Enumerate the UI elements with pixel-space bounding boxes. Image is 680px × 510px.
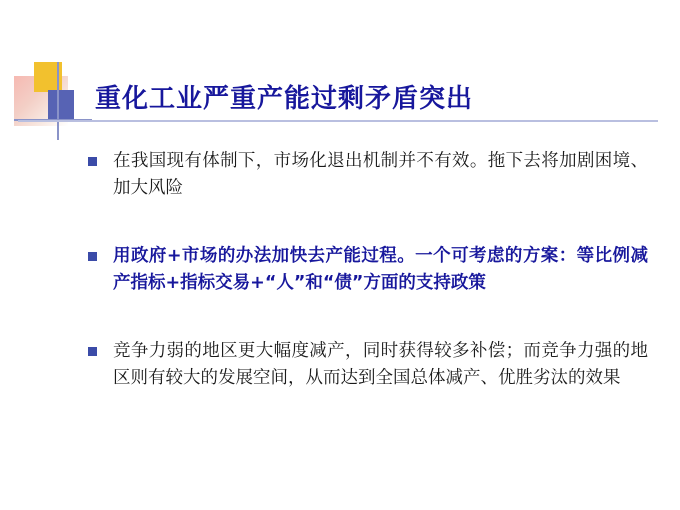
bullet-marker-icon xyxy=(88,252,97,261)
bullet-item xyxy=(88,338,648,391)
title-divider xyxy=(18,120,658,122)
bullet-item xyxy=(88,148,648,201)
logo-blue-square xyxy=(48,90,74,122)
logo-vertical-line xyxy=(57,62,59,140)
bullet-spacer xyxy=(88,223,648,243)
slide-body xyxy=(88,148,648,414)
slide-title: 重化工业严重产能过剩矛盾突出 xyxy=(95,84,474,114)
bullet-text: 在我国现有体制下，市场化退出机制并不有效。拖下去将加剧困境、加大风险 xyxy=(113,151,648,198)
bullet-marker-icon xyxy=(88,347,97,356)
bullet-item xyxy=(88,243,648,296)
bullet-text: 竞争力弱的地区更大幅度减产，同时获得较多补偿；而竞争力强的地区则有较大的发展空间，从而达到全国总体减产、优胜劣汰的效果 xyxy=(113,341,648,388)
bullet-text: 用政府+市场的办法加快去产能过程。一个可考虑的方案：等比例减产指标+指标交易+“人”和“债”方面的支持政策 xyxy=(113,246,648,293)
bullet-marker-icon xyxy=(88,157,97,166)
decorative-logo-mark xyxy=(14,62,92,140)
bullet-spacer xyxy=(88,318,648,338)
